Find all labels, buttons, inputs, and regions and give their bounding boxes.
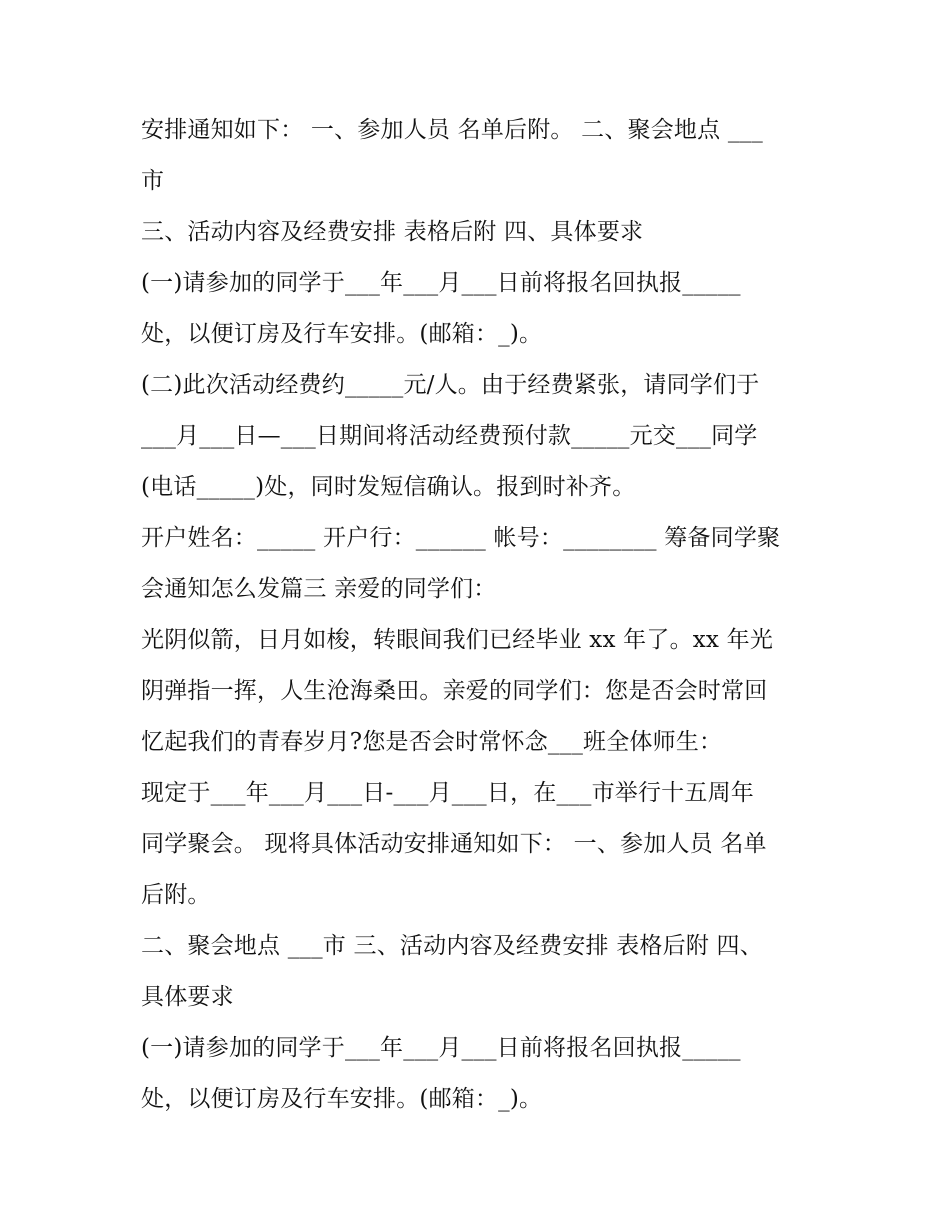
text-line: 后附。: [141, 882, 211, 908]
text-line: 阴弹指一挥，人生沧海桑田。亲爱的同学们：您是否会时常回: [141, 678, 768, 704]
text-line: 安排通知如下： 一、参加人员 名单后附。 二、聚会地点 ___: [141, 117, 763, 143]
text-line: (电话_____)处，同时发短信确认。报到时补齐。: [141, 474, 636, 500]
text-line: 二、聚会地点 ___市 三、活动内容及经费安排 表格后附 四、: [141, 933, 763, 959]
text-line: 会通知怎么发篇三 亲爱的同学们：: [141, 576, 497, 602]
text-line: 忆起我们的青春岁月?您是否会时常怀念___班全体师生：: [141, 729, 723, 755]
text-line: 现定于___年___月___日-___月___日，在___市举行十五周年: [141, 780, 754, 806]
text-line: 光阴似箭，日月如梭，转眼间我们已经毕业 xx 年了。xx 年光: [141, 627, 774, 653]
text-line: ___月___日—___日期间将活动经费预付款_____元交___同学: [141, 423, 758, 449]
text-line: 处，以便订房及行车安排。(邮箱：_)。: [141, 1086, 543, 1112]
text-line: (一)请参加的同学于___年___月___日前将报名回执报_____: [141, 1035, 741, 1061]
text-line: (一)请参加的同学于___年___月___日前将报名回执报_____: [141, 270, 741, 296]
text-line: 开户姓名：_____ 开户行：______ 帐号：________ 筹备同学聚: [141, 525, 781, 551]
text-line: 三、活动内容及经费安排 表格后附 四、具体要求: [141, 219, 644, 245]
text-line: 具体要求: [141, 984, 234, 1010]
text-line: (二)此次活动经费约_____元/人。由于经费紧张，请同学们于: [141, 372, 760, 398]
text-line: 处，以便订房及行车安排。(邮箱：_)。: [141, 321, 543, 347]
text-line: 同学聚会。 现将具体活动安排通知如下： 一、参加人员 名单: [141, 831, 767, 857]
text-line: 市: [141, 168, 165, 194]
